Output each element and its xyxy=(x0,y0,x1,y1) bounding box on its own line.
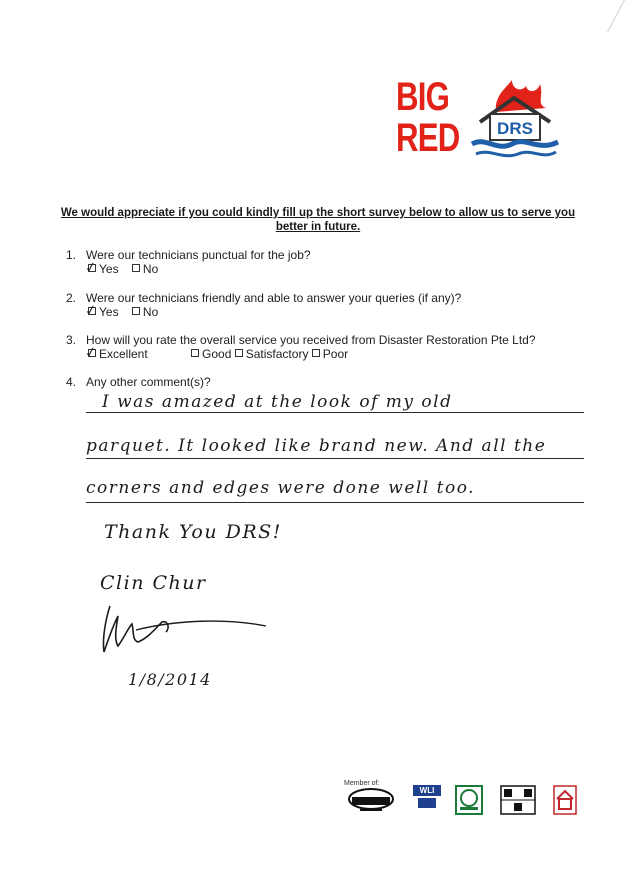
question-text: Any other comment(s)? xyxy=(86,375,211,389)
question-text: Were our technicians friendly and able to answer your queries (if any)? xyxy=(86,291,462,305)
comment-line-4: Thank You DRS! xyxy=(104,521,282,543)
checkbox-checked[interactable] xyxy=(83,259,98,277)
option-satisfactory[interactable]: Satisfactory xyxy=(235,347,309,361)
option-excellent[interactable]: ✓ Excellent xyxy=(83,344,148,362)
checkbox[interactable] xyxy=(191,349,199,357)
asbr-logo-icon xyxy=(346,785,396,815)
question-text: Were our technicians punctual for the job? xyxy=(86,248,311,262)
comment-line-2: parquet. It looked like brand new. And all the xyxy=(86,436,547,456)
question-1 xyxy=(66,248,311,262)
checkmark-icon: ✓ xyxy=(83,302,98,320)
checkmark-icon: ✓ xyxy=(83,344,98,362)
checkbox[interactable] xyxy=(235,349,243,357)
mbh-logo-icon xyxy=(500,785,536,815)
checkbox[interactable] xyxy=(132,307,140,315)
wli-text: WLI xyxy=(413,785,441,796)
question-number: 4. xyxy=(66,375,77,389)
checkbox[interactable] xyxy=(312,349,320,357)
logo-big-text: BIG xyxy=(396,75,450,119)
signed-date: 1/8/2014 xyxy=(128,670,212,689)
writing-rule xyxy=(86,458,584,459)
question-text: How will you rate the overall service you received from Disaster Restoration Pte Ltd? xyxy=(86,333,536,347)
green-label-logo-icon xyxy=(455,785,483,815)
writing-rule xyxy=(86,502,584,503)
writing-rule xyxy=(86,412,584,413)
option-poor[interactable]: Poor xyxy=(312,347,348,361)
logo-red-text: RED xyxy=(396,116,460,160)
question-2 xyxy=(66,291,461,305)
checkmark-icon: ✓ xyxy=(83,259,98,277)
option-yes[interactable]: ✓ Yes xyxy=(83,302,119,320)
question-2-options xyxy=(83,302,168,320)
drs-house-icon xyxy=(466,78,564,166)
option-good[interactable]: Good xyxy=(191,347,231,361)
question-4 xyxy=(66,375,211,389)
option-no[interactable]: No xyxy=(132,305,158,319)
page-corner-mark xyxy=(607,0,625,32)
comment-line-3: corners and edges were done well too. xyxy=(86,478,476,498)
wli-logo-icon xyxy=(413,785,441,815)
logo-drs-text: DRS xyxy=(497,119,533,138)
checkbox[interactable] xyxy=(132,264,140,272)
checkbox-checked[interactable] xyxy=(83,344,98,362)
question-number: 3. xyxy=(66,333,77,347)
handwritten-signature xyxy=(96,598,276,662)
question-3-options xyxy=(83,344,349,362)
house-seal-logo-icon xyxy=(553,785,577,815)
option-no[interactable]: No xyxy=(132,262,158,276)
question-number: 1. xyxy=(66,248,77,262)
checkbox-checked[interactable] xyxy=(83,302,98,320)
customer-name: Clin Chur xyxy=(100,572,207,594)
question-number: 2. xyxy=(66,291,77,305)
question-1-options xyxy=(83,259,168,277)
member-of-label: Member of: xyxy=(344,780,380,787)
question-3 xyxy=(66,333,536,347)
survey-heading: We would appreciate if you could kindly fill up the short survey below to allow us to serve you better in future. xyxy=(60,207,576,233)
big-red-drs-logo xyxy=(396,75,560,168)
comment-line-1: I was amazed at the look of my old xyxy=(102,392,453,412)
option-yes[interactable]: ✓ Yes xyxy=(83,259,119,277)
